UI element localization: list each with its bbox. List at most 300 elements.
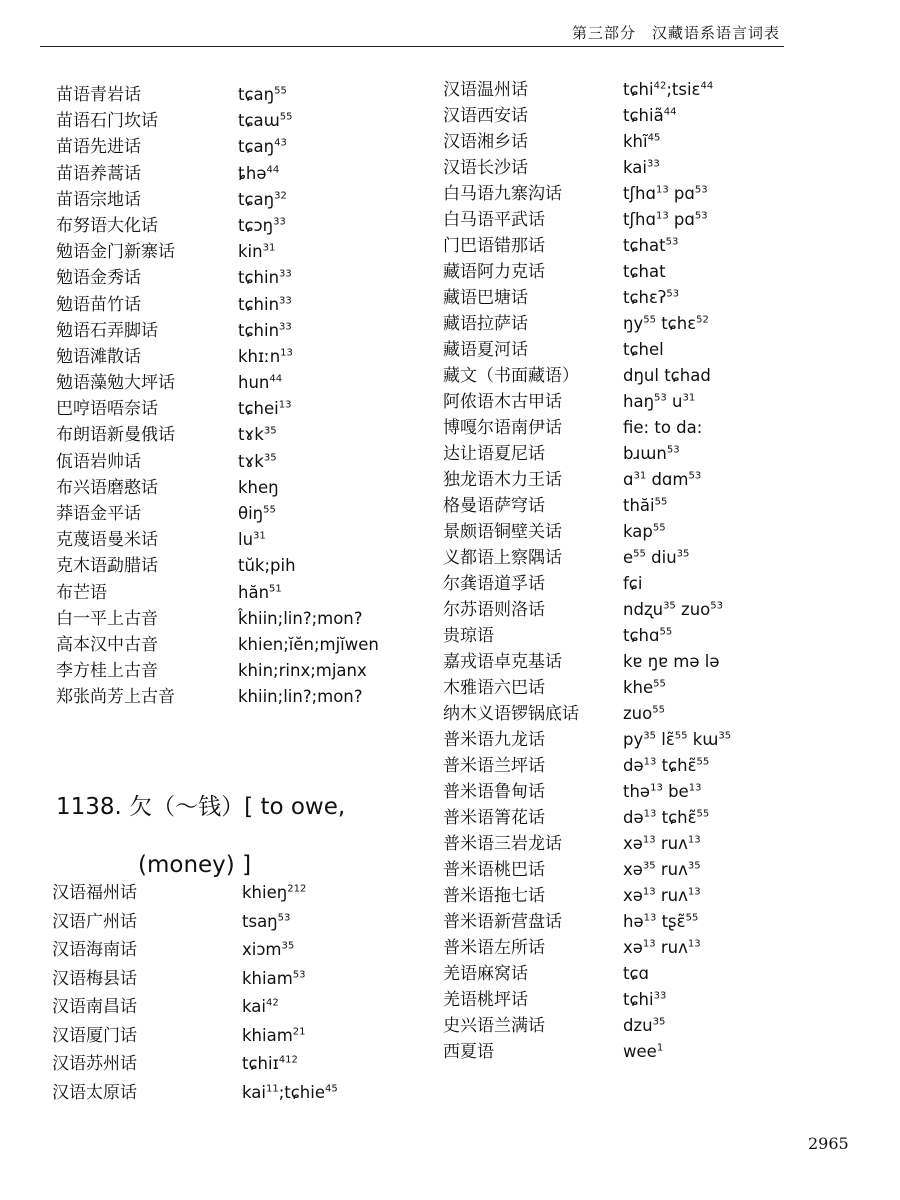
form-text: tŭk;pih [238,556,296,576]
tone-number: 212 [287,883,307,895]
form-text: kai [242,1082,266,1102]
phonetic-form [238,108,292,134]
word-row [443,285,823,311]
right-column [443,77,823,1065]
phonetic-form [623,103,676,129]
word-row [443,207,823,233]
tone-number: 31 [682,392,696,404]
language-name: 布芒语 [56,582,107,603]
word-row [56,265,416,291]
word-row [443,753,823,779]
word-row [56,606,416,632]
tone-number: 13 [643,912,657,924]
form-text: thə [623,782,651,801]
language-name: 木雅语六巴话 [443,678,545,698]
word-row [443,259,823,285]
language-name: 白一平上古音 [56,608,158,629]
tone-number: 53 [694,210,708,222]
form-text: zuo [675,600,711,619]
word-row [443,545,823,571]
word-row [56,396,416,422]
language-name: 阿侬语木古甲话 [443,392,562,412]
tone-number: 31 [633,470,647,482]
word-row [443,571,823,597]
form-text: py [623,730,644,749]
language-name: 尔龚语道孚话 [443,574,545,594]
phonetic-form [623,779,701,805]
phonetic-form [623,987,666,1013]
language-name: 藏语阿力克话 [443,262,545,282]
form-text: tɕhel [623,340,664,359]
phonetic-form [238,527,266,553]
form-text: khiam [242,968,293,988]
word-row [443,493,823,519]
language-name: 普米语拖七话 [443,886,545,906]
form-text: kɐ ŋɐ mə lə [623,652,720,671]
form-text: tɕhin [238,320,280,340]
language-name: 汉语温州话 [443,80,528,100]
tone-number: 44 [700,80,714,92]
word-row [56,292,416,318]
tone-number: 11 [265,1083,279,1094]
language-name: 苗语宗地话 [56,189,141,210]
tone-number: 55 [659,626,673,638]
language-name: 汉语福州话 [52,883,137,903]
form-text: tʃhɑ [623,184,656,203]
phonetic-form [238,422,277,448]
left-column-top [56,82,416,711]
form-text: ndʐu [623,600,664,619]
form-text: tsaŋ [242,911,278,931]
tone-number: 55 [654,496,668,508]
language-name: 普米语箐花话 [443,808,545,828]
tone-number: 55 [652,522,666,534]
phonetic-form [238,187,287,213]
form-text: xə [623,938,643,957]
phonetic-form [623,909,698,935]
tone-number: 32 [274,190,287,202]
form-text: xə [623,834,643,853]
word-row [52,994,412,1023]
tone-number: 13 [642,938,656,950]
word-row [443,441,823,467]
tone-number: 55 [279,111,293,123]
tone-number: 33 [279,268,292,280]
language-name: 郑张尚芳上古音 [56,687,175,708]
phonetic-form [238,344,293,370]
form-text: lu [238,530,254,550]
language-name: 克蔑语曼米话 [56,530,158,551]
form-text: pɑ [668,210,695,229]
tone-number: 51 [269,583,282,595]
tone-number: 35 [263,425,277,437]
phonetic-form [623,753,709,779]
form-text: be [662,782,689,801]
tone-number: 53 [654,392,667,404]
tone-number: 53 [710,600,723,612]
phonetic-form [623,831,701,857]
tone-number: 55 [633,548,646,560]
form-text: ɑ [623,470,634,489]
form-text: lɛ̃ [655,730,675,749]
word-row [56,213,416,239]
language-name: 普米语九龙话 [443,730,545,750]
phonetic-form [623,337,664,363]
word-row [443,987,823,1013]
tone-number: 13 [655,184,669,196]
phonetic-form [623,181,708,207]
word-row [443,415,823,441]
form-text: ruʌ [655,834,688,853]
form-text: ruʌ [655,938,688,957]
word-row [56,449,416,475]
word-row [52,1051,412,1080]
language-name: 布兴语磨憨话 [56,477,158,498]
form-text: tɕhiã [623,106,664,125]
form-text: hun [238,373,270,393]
language-name: 藏语巴塘话 [443,288,528,308]
phonetic-form [623,935,701,961]
phonetic-form [238,396,291,422]
word-row [443,779,823,805]
phonetic-form [242,994,279,1020]
phonetic-form [238,370,282,396]
left-column-bottom [52,880,412,1108]
form-text: tɕhat [623,236,666,255]
tone-number: 13 [643,756,657,768]
phonetic-form [623,415,702,441]
word-row [443,181,823,207]
phonetic-form [238,553,296,579]
tone-number: 42 [653,80,667,92]
language-name: 苗语石门坎话 [56,111,158,132]
tone-number: 53 [277,912,291,923]
phonetic-form [623,675,666,701]
entry-heading [56,778,416,894]
tone-number: 55 [263,504,276,516]
language-name: 普米语左所话 [443,938,545,958]
form-text: tɕhin [238,294,280,314]
word-row [52,1023,412,1052]
form-text: khiam [242,1025,293,1045]
phonetic-form [242,1051,298,1077]
form-text: khiin;lin?;mon? [238,687,363,707]
phonetic-form [623,129,660,155]
phonetic-form [238,265,292,291]
language-name: 普米语三岩龙话 [443,834,562,854]
language-name: 勉语滩散话 [56,346,141,367]
phonetic-form [623,259,666,285]
form-text: tɕɑ [623,964,650,983]
form-text: tɕhɛ̃ [656,808,697,827]
tone-number: 45 [325,1083,338,1094]
word-row [52,937,412,966]
form-text: tɕhiɪ [242,1054,279,1073]
form-text: khe [623,678,654,697]
tone-number: 42 [265,997,279,1009]
language-name: 勉语苗竹话 [56,294,141,315]
language-name: 白马语九寨沟话 [443,184,562,204]
tone-number: 55 [696,756,710,768]
language-name: 苗语先进话 [56,137,141,158]
header-title: 第三部分 汉藏语系语言词表 [571,24,780,42]
language-name: 藏语夏河话 [443,340,528,360]
form-text: khĩ [623,132,648,151]
form-text: u [666,392,683,411]
form-text: tʃhɑ [623,210,656,229]
language-name: 西夏语 [443,1042,494,1062]
language-name: 汉语广州话 [52,911,137,932]
form-text: də [623,808,644,827]
tone-number: 35 [676,548,690,560]
phonetic-form [238,606,363,632]
language-name: 博嘎尔语南伊话 [443,418,562,438]
phonetic-form [242,937,294,963]
phonetic-form [623,285,679,311]
tone-number: 53 [665,236,679,248]
form-text: bɹɯn [623,444,667,463]
form-text: tɤk [238,425,264,445]
language-name: 白马语平武话 [443,210,545,230]
word-row [56,239,416,265]
phonetic-form [238,134,287,160]
word-row [56,580,416,606]
language-name: 高本汉中古音 [56,634,158,655]
tone-number: 53 [694,184,708,196]
tone-number: 13 [687,834,701,846]
language-name: 藏文（书面藏语） [443,366,579,386]
word-row [443,467,823,493]
tone-number: 13 [642,886,656,898]
entry-heading-line1: 1138. 欠（～钱）[ to owe, [56,794,346,820]
form-text: tɕaɯ [238,111,280,131]
form-text: tɕhei [238,399,279,419]
language-name: 汉语南昌话 [52,997,137,1017]
phonetic-form [242,1080,338,1106]
word-row [443,389,823,415]
language-name: 李方桂上古音 [56,661,158,682]
word-row [56,134,416,160]
tone-number: 35 [263,452,277,464]
tone-number: 13 [643,808,657,820]
phonetic-form [242,880,306,906]
form-text: ŋy [623,314,644,333]
phonetic-form [623,1013,665,1039]
language-name: 普米语新营盘话 [443,912,562,932]
phonetic-form [623,441,680,467]
word-row [443,155,823,181]
language-name: 汉语梅县话 [52,968,137,989]
tone-number: 35 [718,730,732,742]
language-name: 汉语厦门话 [52,1025,137,1046]
tone-number: 35 [663,600,676,612]
form-text: tɕaŋ [238,137,275,157]
word-row [443,857,823,883]
tone-number: 53 [292,969,306,980]
phonetic-form [238,161,279,187]
form-text: khin;rinx;mjanx [238,661,367,681]
phonetic-form [238,449,277,475]
language-name: 勉语金秀话 [56,268,141,289]
entry-heading-line2: (money) ] [138,852,252,878]
page-number: 2965 [808,1134,849,1153]
tone-number: 35 [643,730,656,742]
form-text: dzu [623,1016,653,1035]
tone-number: 35 [652,1016,666,1028]
form-text: kin [238,242,263,262]
language-name: 苗语青岩话 [56,85,141,105]
word-row [56,187,416,213]
language-name: 巴哼语唔奈话 [56,399,158,420]
language-name: 勉语金门新寨话 [56,242,175,263]
word-row [443,1039,823,1065]
phonetic-form [623,389,695,415]
form-text: khieŋ [242,883,288,902]
language-name: 普米语桃巴话 [443,860,545,880]
language-name: 嘉戎语卓克基话 [443,652,562,672]
word-row [56,82,416,108]
tone-number: 13 [687,938,701,950]
language-name: 莽语金平话 [56,504,141,524]
phonetic-form [623,467,701,493]
word-row [443,883,823,909]
form-text: tɕhɛ̃ [656,756,697,775]
language-name: 佤语岩帅话 [56,451,141,472]
word-row [443,701,823,727]
phonetic-form [623,519,666,545]
language-name: 达让语夏尼话 [443,444,545,464]
word-row [443,519,823,545]
form-text: tʂɛ̃ [656,912,686,931]
tone-number: 1 [656,1042,664,1054]
word-row [443,623,823,649]
phonetic-form [623,597,723,623]
phonetic-form [623,623,672,649]
form-text: dŋul tɕhad [623,366,711,385]
form-text: wee [623,1042,657,1061]
language-name: 勉语藻勉大坪话 [56,373,175,394]
form-text: tɕaŋ [238,189,275,209]
language-name: 羌语麻窝话 [443,964,528,984]
form-text: kai [623,158,647,177]
phonetic-form [623,77,713,103]
header-rule [40,46,784,47]
phonetic-form [623,727,731,753]
tone-number: 44 [266,164,280,176]
form-text: hăn [238,582,270,602]
form-text: tɕhi [623,80,654,99]
tone-number: 55 [685,912,699,924]
phonetic-form [623,207,708,233]
tone-number: 53 [666,288,680,300]
tone-number: 55 [653,678,666,690]
language-name: 汉语海南话 [52,940,137,960]
word-row [56,684,416,710]
word-row [52,1080,412,1109]
tone-number: 412 [278,1054,298,1066]
phonetic-form [623,1039,663,1065]
form-text: ;tsiɛ [666,80,701,99]
word-row [443,129,823,155]
language-name: 史兴语兰满话 [443,1016,545,1036]
word-row [443,597,823,623]
language-name: 苗语养蒿话 [56,163,141,184]
tone-number: 55 [643,314,656,326]
word-row [443,649,823,675]
word-row [443,727,823,753]
word-row [56,658,416,684]
phonetic-form [623,155,660,181]
language-name: 门巴语错那话 [443,236,545,256]
form-text: khɪːn [238,346,281,366]
phonetic-form [623,857,701,883]
phonetic-form [238,501,276,527]
tone-number: 13 [688,782,702,794]
phonetic-form [242,1023,306,1049]
form-text: tɕhɛʔ [623,288,667,307]
language-name: 普米语鲁甸话 [443,782,545,802]
form-text: tɕɔŋ [238,215,274,235]
word-row [56,422,416,448]
word-row [443,935,823,961]
word-row [56,553,416,579]
tone-number: 31 [262,242,276,254]
word-row [56,632,416,658]
form-text: ȶhə [238,163,267,183]
tone-number: 55 [696,808,710,820]
word-row [56,475,416,501]
phonetic-form [238,239,275,265]
form-text: zuo [623,704,653,723]
language-name: 景颇语铜壁关话 [443,522,562,542]
phonetic-form [238,658,367,684]
word-row [443,805,823,831]
tone-number: 13 [655,210,669,222]
word-row [56,161,416,187]
phonetic-form [623,571,642,597]
form-text: θiŋ [238,504,264,523]
word-row [52,966,412,995]
phonetic-form [623,961,649,987]
tone-number: 53 [666,444,680,456]
language-name: 汉语太原话 [52,1082,137,1103]
language-name: 汉语西安话 [443,106,528,126]
form-text: haŋ [623,392,655,411]
form-text: xə [623,860,643,879]
tone-number: 35 [687,860,701,872]
form-text: xə [623,886,643,905]
form-text: dɑm [646,470,689,489]
language-name: 纳木义语锣锅底话 [443,704,579,724]
language-name: 贵琼语 [443,626,494,646]
form-text: kai [242,997,266,1016]
language-name: 布朗语新曼俄话 [56,425,175,446]
language-name: 汉语湘乡话 [443,132,528,152]
form-text: ;tɕhie [278,1082,325,1102]
tone-number: 13 [278,399,292,411]
form-text: tɕhi [623,990,654,1009]
form-text: xiɔm [242,940,282,959]
tone-number: 35 [642,860,656,872]
form-text: kheŋ [238,477,279,497]
form-text: tɤk [238,451,264,471]
phonetic-form [238,318,292,344]
tone-number: 44 [269,373,283,385]
tone-number: 55 [674,730,688,742]
form-text: tɕhɑ [623,626,660,645]
phonetic-form [623,233,678,259]
form-text: pɑ [668,184,695,203]
